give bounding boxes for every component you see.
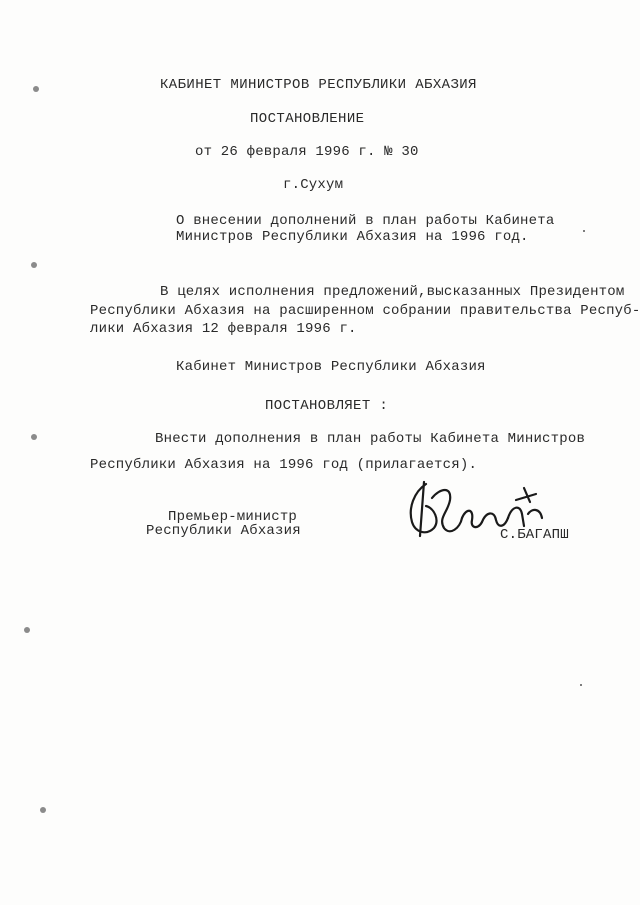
doc-date-number: от 26 февраля 1996 г. № 30 [195, 144, 419, 160]
punch-hole-mark [33, 86, 39, 92]
paper-speck [583, 230, 585, 232]
doc-place: г.Сухум [283, 177, 344, 193]
org-title: КАБИНЕТ МИНИСТРОВ РЕСПУБЛИКИ АБХАЗИЯ [160, 77, 477, 93]
punch-hole-mark [40, 807, 46, 813]
cabinet-line: Кабинет Министров Республики Абхазия [176, 359, 486, 375]
punch-hole-mark [31, 434, 37, 440]
body-line-3: лики Абхазия 12 февраля 1996 г. [90, 321, 357, 337]
body-line-2: Республики Абхазия на расширенном собрании правительства Респуб- [90, 303, 640, 319]
body-line-1: В целях исполнения предложений,высказанных Президентом [160, 284, 625, 300]
subject-line-2: Министров Республики Абхазия на 1996 год. [176, 229, 529, 245]
signer-title-2: Республики Абхазия [146, 523, 301, 539]
punch-hole-mark [31, 262, 37, 268]
subject-line-1: О внесении дополнений в план работы Кабинета [176, 213, 555, 229]
resolves-heading: ПОСТАНОВЛЯЕТ : [265, 398, 389, 414]
signer-title-1: Премьер-министр [168, 509, 298, 525]
decision-line-2: Республики Абхазия на 1996 год (прилагается). [90, 457, 478, 473]
paper-speck [580, 684, 582, 686]
signer-name: С.БАГАПШ [500, 527, 569, 543]
punch-hole-mark [24, 627, 30, 633]
doc-type-heading: ПОСТАНОВЛЕНИЕ [250, 111, 365, 127]
decision-line-1: Внести дополнения в план работы Кабинета Министров [155, 431, 586, 447]
